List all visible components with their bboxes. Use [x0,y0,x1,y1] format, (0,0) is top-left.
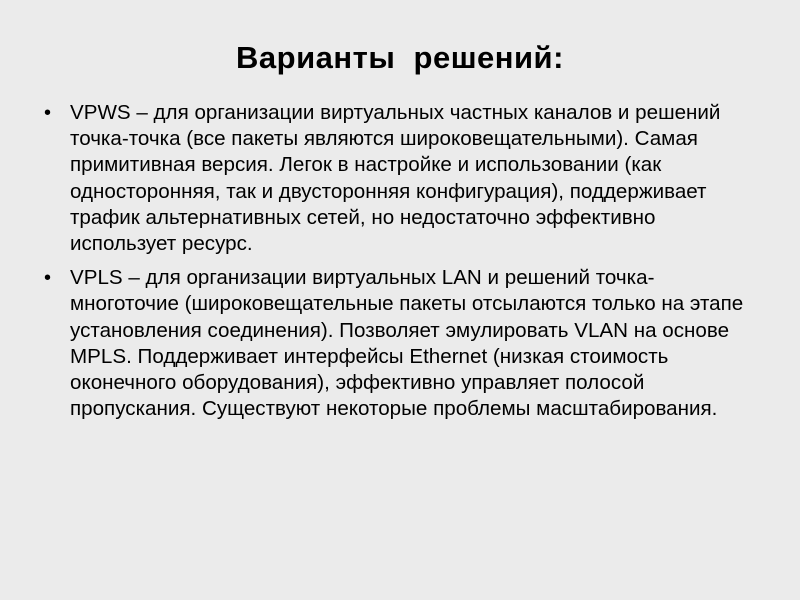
bullet-item-vpls [40,265,760,422]
bullet-dot-icon: • [44,102,52,124]
bullet-list [40,100,760,430]
bullet-item-vpws [40,100,760,257]
bullet-text-vpws: VPWS – для организации виртуальных частных каналов и решений точка-точка (все пакеты являются широковещательными). Самая примитивная версия. Легок в настройке и использовании (как односторонняя, так и двусторонняя конфигурация), поддерживает трафик альтернативных сетей, но недостаточно эффективно использует ресурс. [70,101,721,256]
slide-title: Варианты решений: [236,40,564,75]
bullet-dot-icon: • [44,267,52,290]
bullet-text-vpls: VPLS – для организации виртуальных LAN и решений точка-многоточие (широковещательные пакеты отсылаются только на этапе установления соединения). Позволяет эмулировать VLAN на основе MPLS. Поддерживает интерфейсы Ethernet (низкая стоимость оконечного оборудования), эффективно управляет полосой пропускания. Существуют некоторые проблемы масштабирования. [70,266,744,421]
